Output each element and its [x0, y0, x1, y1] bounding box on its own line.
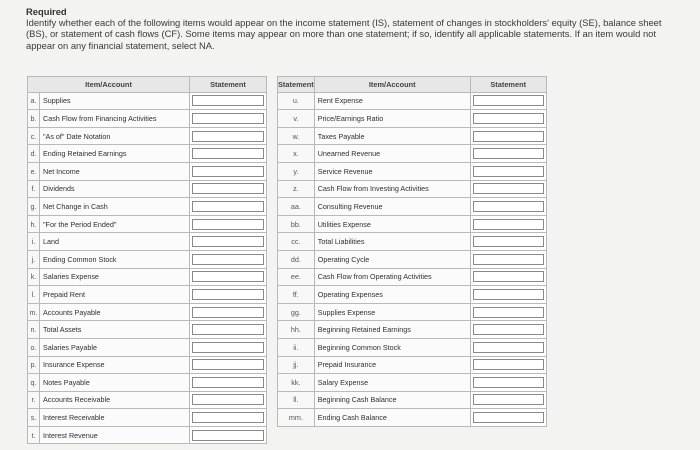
item-account-name: Unearned Revenue	[314, 145, 470, 163]
table-row	[278, 198, 547, 216]
item-account-name: Prepaid Rent	[40, 286, 190, 304]
item-letter: q.	[28, 374, 40, 392]
table-row	[28, 233, 267, 251]
required-heading: Required	[26, 6, 67, 17]
statement-select[interactable]	[192, 394, 264, 405]
statement-cell	[470, 303, 546, 321]
statement-cell	[190, 92, 267, 110]
statement-cell	[190, 409, 267, 427]
statement-select[interactable]	[192, 412, 264, 423]
item-letter: dd.	[278, 250, 315, 268]
table-row	[278, 374, 547, 392]
item-account-name: Utilities Expense	[314, 215, 470, 233]
statement-cell	[190, 338, 267, 356]
statement-header-left: Statement	[278, 77, 315, 93]
table-row	[28, 338, 267, 356]
item-account-name: Beginning Retained Earnings	[314, 321, 470, 339]
item-account-name: Interest Receivable	[40, 409, 190, 427]
item-account-name: Accounts Payable	[40, 303, 190, 321]
table-row	[278, 180, 547, 198]
item-account-name: Taxes Payable	[314, 127, 470, 145]
item-account-name: Salaries Payable	[40, 338, 190, 356]
statement-select[interactable]	[473, 201, 544, 212]
item-account-name: Total Assets	[40, 321, 190, 339]
statement-cell	[190, 303, 267, 321]
statement-select[interactable]	[473, 412, 544, 423]
statement-select[interactable]	[473, 342, 544, 353]
item-account-name: Price/Earnings Ratio	[314, 110, 470, 128]
item-letter: c.	[28, 127, 40, 145]
item-account-name: Beginning Common Stock	[314, 338, 470, 356]
item-account-name: Dividends	[40, 180, 190, 198]
left-items-table	[27, 76, 267, 444]
statement-select[interactable]	[192, 271, 264, 282]
statement-cell	[470, 110, 546, 128]
item-letter: hh.	[278, 321, 315, 339]
item-account-name: Cash Flow from Operating Activities	[314, 268, 470, 286]
instructions-text: Identify whether each of the following items would appear on the income statement (IS), statement of changes in stockholders' equity (SE), balance sheet (BS), or statement of cash flows (CF). Some items may appear on more than one statement; if so, identify all applicable statements. If an item would not appear on any financial statement, select NA.	[26, 17, 662, 51]
table-row	[28, 110, 267, 128]
statement-select[interactable]	[473, 307, 544, 318]
item-account-name: Prepaid Insurance	[314, 356, 470, 374]
item-account-name: Net Income	[40, 162, 190, 180]
item-account-name: Accounts Receivable	[40, 391, 190, 409]
statement-cell	[470, 233, 546, 251]
item-account-name: Operating Cycle	[314, 250, 470, 268]
item-account-name: Total Liabilities	[314, 233, 470, 251]
statement-select[interactable]	[192, 430, 264, 441]
table-row	[278, 338, 547, 356]
statement-cell	[190, 233, 267, 251]
item-account-name: "For the Period Ended"	[40, 215, 190, 233]
statement-select[interactable]	[192, 95, 264, 106]
item-letter: x.	[278, 145, 315, 163]
item-letter: a.	[28, 92, 40, 110]
table-row	[28, 426, 267, 444]
table-row	[28, 374, 267, 392]
statement-cell	[190, 321, 267, 339]
table-row	[278, 92, 547, 110]
item-letter: f.	[28, 180, 40, 198]
item-account-name: Cash Flow from Investing Activities	[314, 180, 470, 198]
item-account-name: Rent Expense	[314, 92, 470, 110]
table-row	[28, 321, 267, 339]
table-row	[28, 180, 267, 198]
statement-cell	[190, 426, 267, 444]
table-row	[278, 215, 547, 233]
table-row	[278, 286, 547, 304]
statement-select[interactable]	[473, 377, 544, 388]
statement-select[interactable]	[192, 359, 264, 370]
statement-select[interactable]	[192, 166, 264, 177]
item-letter: u.	[278, 92, 315, 110]
item-letter: ii.	[278, 338, 315, 356]
table-row	[28, 268, 267, 286]
statement-select[interactable]	[192, 113, 264, 124]
item-account-name: Cash Flow from Financing Activities	[40, 110, 190, 128]
item-account-name: Ending Cash Balance	[314, 409, 470, 427]
table-row	[28, 250, 267, 268]
statement-cell	[470, 409, 546, 427]
statement-header-right: Statement	[470, 77, 546, 93]
item-letter: r.	[28, 391, 40, 409]
table-row	[278, 110, 547, 128]
statement-select[interactable]	[473, 95, 544, 106]
item-letter: h.	[28, 215, 40, 233]
table-row	[278, 233, 547, 251]
item-account-name: "As of" Date Notation	[40, 127, 190, 145]
item-account-name: Ending Retained Earnings	[40, 145, 190, 163]
table-row	[278, 268, 547, 286]
item-letter: i.	[28, 233, 40, 251]
statement-cell	[190, 162, 267, 180]
table-row	[28, 145, 267, 163]
item-letter: v.	[278, 110, 315, 128]
statement-cell	[470, 127, 546, 145]
table-row	[28, 303, 267, 321]
item-account-name: Operating Expenses	[314, 286, 470, 304]
statement-select[interactable]	[473, 254, 544, 265]
statement-cell	[190, 286, 267, 304]
item-letter: j.	[28, 250, 40, 268]
item-letter: ll.	[278, 391, 315, 409]
statement-cell	[470, 356, 546, 374]
item-account-name: Salaries Expense	[40, 268, 190, 286]
item-letter: jj.	[278, 356, 315, 374]
table-row	[28, 356, 267, 374]
table-row	[28, 92, 267, 110]
item-letter: gg.	[278, 303, 315, 321]
statement-cell	[470, 92, 546, 110]
statement-cell	[190, 268, 267, 286]
item-account-name: Consulting Revenue	[314, 198, 470, 216]
statement-cell	[470, 215, 546, 233]
statement-select[interactable]	[473, 289, 544, 300]
statement-select[interactable]	[192, 183, 264, 194]
statement-cell	[190, 391, 267, 409]
table-row	[28, 198, 267, 216]
table-row	[28, 409, 267, 427]
statement-cell	[190, 180, 267, 198]
item-letter: kk.	[278, 374, 315, 392]
item-letter: g.	[28, 198, 40, 216]
item-letter: s.	[28, 409, 40, 427]
statement-cell	[470, 162, 546, 180]
item-letter: p.	[28, 356, 40, 374]
statement-cell	[190, 145, 267, 163]
item-letter: ff.	[278, 286, 315, 304]
statement-header: Statement	[190, 77, 267, 93]
statement-cell	[190, 374, 267, 392]
item-letter: w.	[278, 127, 315, 145]
statement-select[interactable]	[192, 131, 264, 142]
statement-cell	[470, 286, 546, 304]
item-letter: aa.	[278, 198, 315, 216]
item-letter: cc.	[278, 233, 315, 251]
item-account-header-right: Item/Account	[314, 77, 470, 93]
item-account-name: Ending Common Stock	[40, 250, 190, 268]
item-account-name: Interest Revenue	[40, 426, 190, 444]
item-letter: z.	[278, 180, 315, 198]
statement-cell	[470, 198, 546, 216]
item-account-name: Beginning Cash Balance	[314, 391, 470, 409]
statement-select[interactable]	[473, 394, 544, 405]
statement-select[interactable]	[473, 166, 544, 177]
statement-select[interactable]	[192, 377, 264, 388]
item-letter: mm.	[278, 409, 315, 427]
item-account-name: Insurance Expense	[40, 356, 190, 374]
statement-select[interactable]	[192, 342, 264, 353]
statement-cell	[190, 198, 267, 216]
item-account-name: Supplies Expense	[314, 303, 470, 321]
statement-select[interactable]	[473, 113, 544, 124]
statement-cell	[470, 180, 546, 198]
statement-cell	[470, 250, 546, 268]
table-row	[278, 145, 547, 163]
item-account-header: Item/Account	[28, 77, 190, 93]
table-row	[278, 127, 547, 145]
item-letter: e.	[28, 162, 40, 180]
statement-select[interactable]	[192, 219, 264, 230]
statement-cell	[470, 374, 546, 392]
item-letter: l.	[28, 286, 40, 304]
table-row	[278, 391, 547, 409]
item-letter: n.	[28, 321, 40, 339]
statement-cell	[470, 391, 546, 409]
table-row	[28, 162, 267, 180]
statement-cell	[470, 145, 546, 163]
statement-cell	[190, 215, 267, 233]
item-letter: b.	[28, 110, 40, 128]
statement-select[interactable]	[192, 201, 264, 212]
right-items-table	[277, 76, 547, 427]
left-header-row	[28, 77, 267, 93]
statement-select[interactable]	[473, 148, 544, 159]
item-letter: ee.	[278, 268, 315, 286]
statement-cell	[190, 356, 267, 374]
item-letter: bb.	[278, 215, 315, 233]
table-row	[28, 286, 267, 304]
statement-select[interactable]	[192, 307, 264, 318]
statement-select[interactable]	[192, 289, 264, 300]
statement-cell	[190, 110, 267, 128]
table-row	[278, 356, 547, 374]
table-row	[278, 250, 547, 268]
statement-select[interactable]	[192, 254, 264, 265]
statement-cell	[190, 250, 267, 268]
statement-select[interactable]	[473, 359, 544, 370]
item-letter: d.	[28, 145, 40, 163]
right-header-row	[278, 77, 547, 93]
statement-select[interactable]	[473, 324, 544, 335]
item-letter: m.	[28, 303, 40, 321]
table-row	[28, 391, 267, 409]
item-letter: y.	[278, 162, 315, 180]
item-account-name: Salary Expense	[314, 374, 470, 392]
item-letter: t.	[28, 426, 40, 444]
table-row	[278, 409, 547, 427]
statement-select[interactable]	[192, 148, 264, 159]
item-account-name: Supplies	[40, 92, 190, 110]
instructions	[26, 6, 666, 51]
item-letter: k.	[28, 268, 40, 286]
item-account-name: Service Revenue	[314, 162, 470, 180]
table-row	[28, 127, 267, 145]
table-row	[28, 215, 267, 233]
statement-select[interactable]	[473, 131, 544, 142]
item-account-name: Net Change in Cash	[40, 198, 190, 216]
statement-select[interactable]	[192, 324, 264, 335]
statement-select[interactable]	[473, 219, 544, 230]
statement-cell	[470, 321, 546, 339]
statement-select[interactable]	[473, 236, 544, 247]
statement-select[interactable]	[473, 183, 544, 194]
item-letter: o.	[28, 338, 40, 356]
statement-select[interactable]	[192, 236, 264, 247]
statement-select[interactable]	[473, 271, 544, 282]
item-account-name: Notes Payable	[40, 374, 190, 392]
table-row	[278, 162, 547, 180]
item-account-name: Land	[40, 233, 190, 251]
table-row	[278, 321, 547, 339]
table-row	[278, 303, 547, 321]
statement-cell	[190, 127, 267, 145]
statement-cell	[470, 338, 546, 356]
statement-cell	[470, 268, 546, 286]
